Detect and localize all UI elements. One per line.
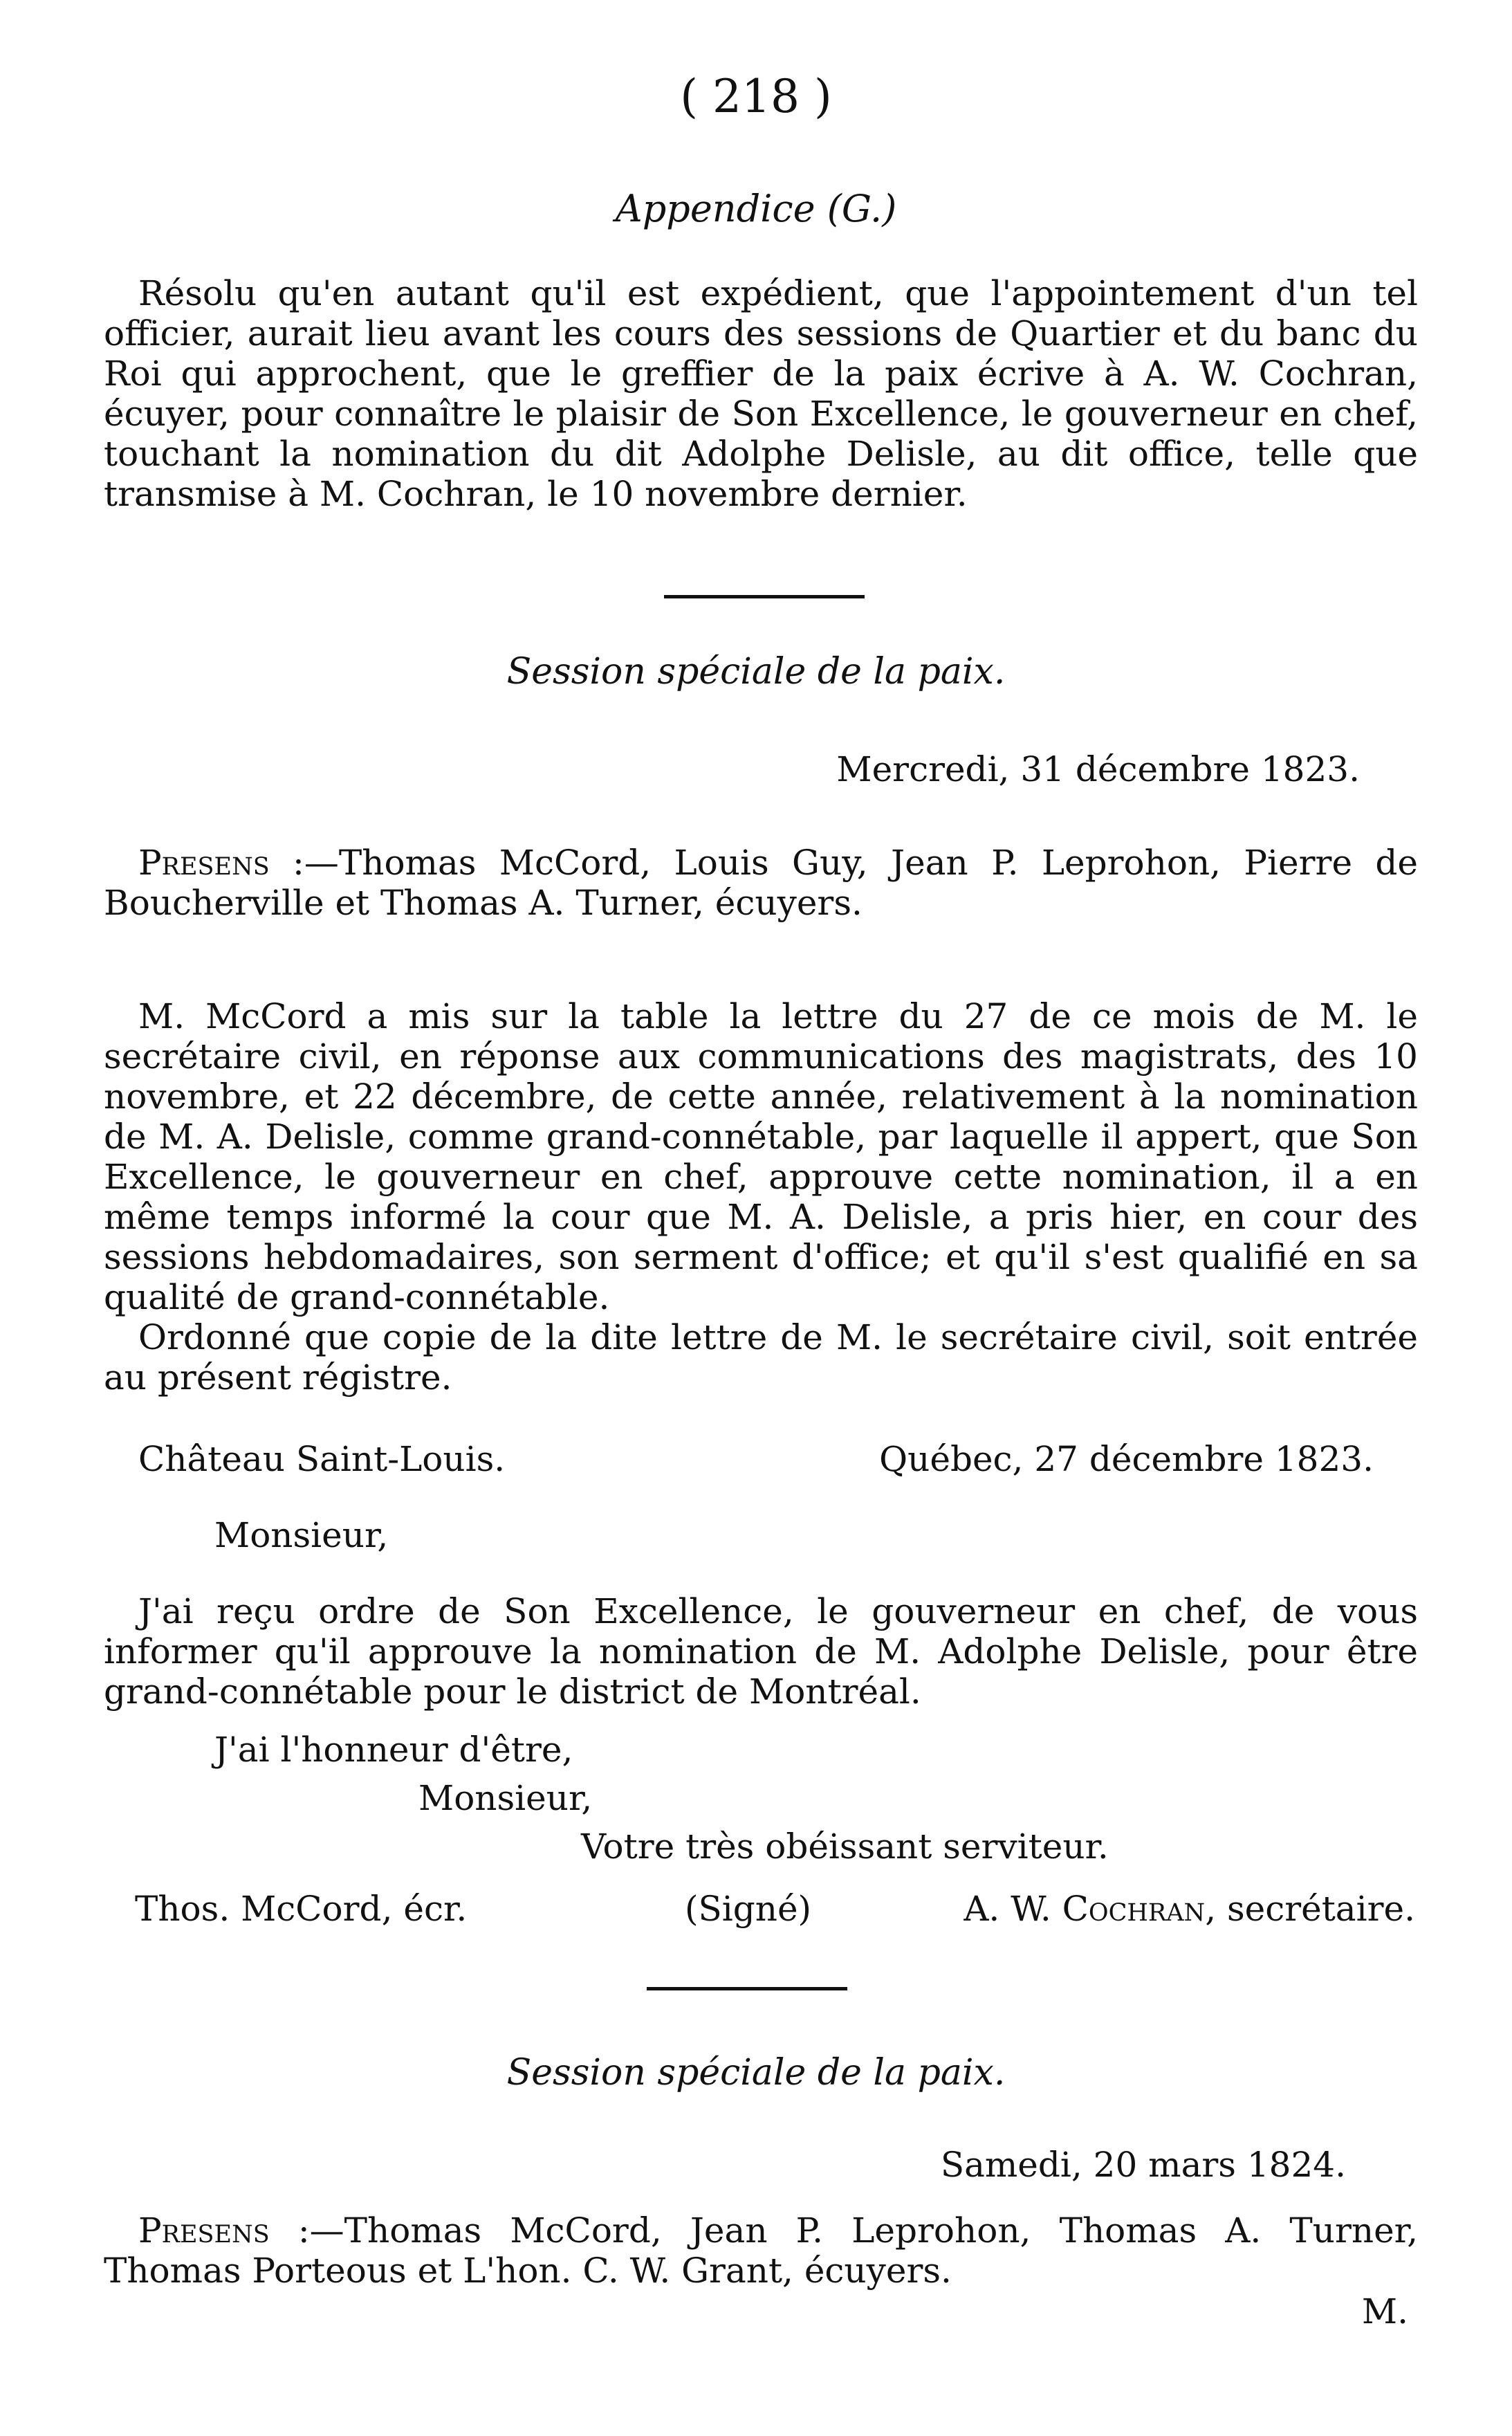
letter-salutation: Monsieur, bbox=[214, 1515, 389, 1555]
appendix-heading: Appendice (G.) bbox=[615, 187, 897, 230]
session-2-date: Samedi, 20 mars 1824. bbox=[940, 2145, 1346, 2185]
session-1-paragraph-1: M. McCord a mis sur la table la lettre du 27 de ce mois de M. le secrétaire civil, en réponse aux communications des magistrats, des 10 novembre, et 22 décembre, de cette année, relativement à la nomination de M. A. Delisle, comme grand-connétable, par laquelle il appert, que Son Excellence, le gouverneur en chef, approuve cette nomination, il a en même temps informé la cour que M. A. Delisle, a pris hier, en cour des sessions hebdomadaires, son serment d'office; et qu'il s'est qualifié en sa qualité de grand-connétable. bbox=[104, 996, 1418, 1317]
signatory-title: , secrétaire. bbox=[1205, 1889, 1415, 1929]
letter-body bbox=[104, 1591, 1418, 1712]
page-number: ( 218 ) bbox=[680, 70, 832, 123]
letter-addressee: Thos. McCord, écr. bbox=[135, 1889, 468, 1929]
section-divider bbox=[664, 595, 865, 598]
catchword: M. bbox=[1361, 2291, 1408, 2332]
letter-signatory bbox=[964, 1889, 1415, 1929]
presens-text: —Thomas McCord, Louis Guy, Jean P. Leprohon, Pierre de Boucherville et Thomas A. Turner, écuyers. bbox=[104, 843, 1418, 923]
session-1-title: Session spéciale de la paix. bbox=[506, 651, 1006, 693]
resolution-text: Résolu qu'en autant qu'il est expédient, que l'appointement d'un tel officier, aurait lieu avant les cours des sessions de Quartier et du banc du Roi qui approchent, que le greffier de la paix écrive à A. W. Cochran, écuyer, pour connaître le plaisir de Son Excellence, le gouverneur en chef, touchant la nomination du dit Adolphe Delisle, au dit office, telle que transmise à M. Cochran, le 10 novembre dernier. bbox=[104, 273, 1418, 514]
letter-signe: (Signé) bbox=[685, 1889, 812, 1929]
letter-origin: Château Saint-Louis. bbox=[138, 1439, 506, 1479]
presens-label-2: Presens : bbox=[138, 2210, 310, 2251]
session-2-presens bbox=[104, 2210, 1418, 2291]
session-2-title: Session spéciale de la paix. bbox=[506, 2052, 1006, 2094]
resolution-paragraph bbox=[104, 273, 1418, 514]
letter-place-date: Québec, 27 décembre 1823. bbox=[879, 1439, 1374, 1479]
letter-closing-1: J'ai l'honneur d'être, bbox=[214, 1730, 573, 1770]
signatory-name: Cochran bbox=[1062, 1889, 1206, 1929]
letter-closing-2: Monsieur, bbox=[418, 1778, 593, 1818]
session-1-date: Mercredi, 31 décembre 1823. bbox=[836, 749, 1360, 789]
session-1-presens bbox=[104, 843, 1418, 923]
letter-closing-3: Votre très obéissant serviteur. bbox=[581, 1826, 1109, 1867]
section-divider-2 bbox=[647, 1987, 847, 1990]
session-1-body bbox=[104, 996, 1418, 1398]
letter-body-text: J'ai reçu ordre de Son Excellence, le gouverneur en chef, de vous informer qu'il approuve la nomination de M. Adolphe Delisle, pour être grand-connétable pour le district de Montréal. bbox=[104, 1591, 1418, 1712]
session-1-paragraph-2: Ordonné que copie de la dite lettre de M. le secrétaire civil, soit entrée au présent régistre. bbox=[104, 1317, 1418, 1398]
presens-text-2: —Thomas McCord, Jean P. Leprohon, Thomas A. Turner, Thomas Porteous et L'hon. C. W. Grant, écuyers. bbox=[104, 2210, 1418, 2291]
signatory-initials: A. W. bbox=[964, 1889, 1051, 1929]
presens-label: Presens : bbox=[138, 843, 304, 883]
